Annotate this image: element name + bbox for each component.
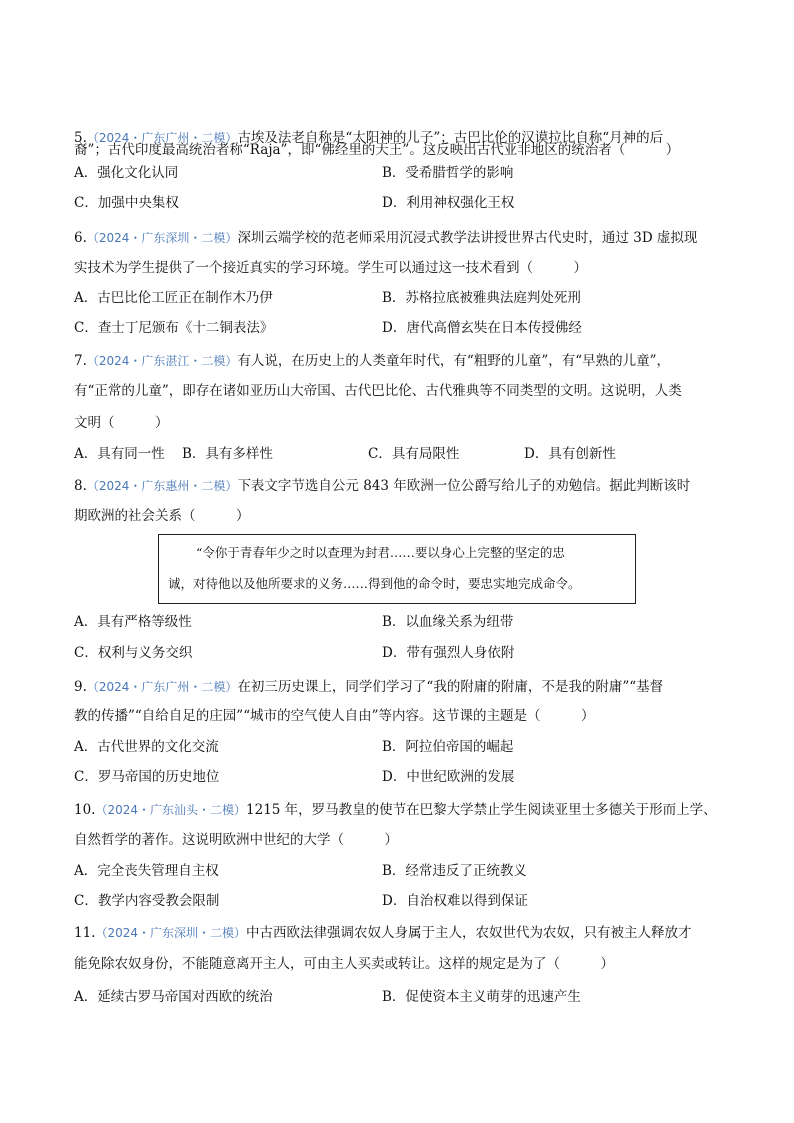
answer-option[interactable]: D．中世纪欧洲的发展: [382, 769, 515, 785]
question-source: （2024・广东深圳・二模）: [86, 231, 238, 245]
question-stem-first-line: [74, 924, 692, 942]
answer-option[interactable]: B．以血缘关系为纽带: [382, 614, 514, 630]
question-stem-line: [74, 831, 398, 849]
question-source: （2024・广东汕头・二模）: [95, 803, 247, 817]
answer-option[interactable]: D．自治权难以得到保证: [382, 893, 528, 909]
answer-option[interactable]: C．教学内容受教会限制: [74, 893, 220, 909]
answer-option[interactable]: C．权利与义务交织: [74, 645, 193, 661]
question-stem-line: [74, 382, 682, 400]
question-stem-line: [74, 141, 679, 159]
question-number: 5.: [74, 130, 87, 146]
question-stem-first-line: [74, 229, 697, 247]
question-source: （2024・广东广州・二模）: [86, 680, 238, 694]
answer-option[interactable]: B．苏格拉底被雅典法庭判处死刑: [382, 290, 581, 306]
answer-option[interactable]: A．强化文化认同: [74, 165, 179, 181]
answer-option[interactable]: A．延续古罗马帝国对西欧的统治: [74, 989, 273, 1005]
question-text: 在初三历史课上，同学们学习了“我的附庸的附庸，不是我的附庸”“基督: [237, 679, 664, 695]
question-text: 古埃及法老自称是“太阳神的儿子”；古巴比伦的汉谟拉比自称“月神的后: [237, 130, 664, 146]
question-number: 7.: [74, 353, 87, 369]
question-number: 9.: [74, 679, 87, 695]
answer-option[interactable]: B．促使资本主义萌芽的迅速产生: [382, 989, 581, 1005]
answer-option[interactable]: B．受希腊哲学的影响: [382, 165, 514, 181]
question-text: 教的传播”“自给自足的庄园”“城市的空气使人自由”等内容。这节课的主题是（ ）: [74, 708, 595, 724]
question-number: 11.: [74, 925, 96, 941]
answer-option[interactable]: B．具有多样性: [182, 446, 273, 462]
answer-option[interactable]: A．具有同一性: [74, 446, 165, 462]
answer-option[interactable]: A．完全丧失管理自主权: [74, 863, 219, 879]
question-number: 8.: [74, 478, 87, 494]
answer-option[interactable]: C．加强中央集权: [74, 195, 179, 211]
answer-option[interactable]: B．经常违反了正统教义: [382, 863, 527, 879]
question-text: 期欧洲的社会关系（ ）: [74, 508, 250, 524]
question-stem-line: [74, 414, 169, 432]
question-text: 中古西欧法律强调农奴人身属于主人，农奴世代为农奴，只有被主人释放才: [246, 925, 692, 941]
question-text: 有“正常的儿童”，即存在诸如亚历山大帝国、古代巴比伦、古代雅典等不同类型的文明。这说明，人类: [74, 383, 682, 399]
answer-option[interactable]: A．古代世界的文化交流: [74, 739, 219, 755]
quote-text: 诚，对待他以及他所要求的义务……得到他的命令时，要忠实地完成命令。: [168, 576, 581, 591]
question-stem-first-line: [74, 678, 663, 696]
answer-option[interactable]: D．带有强烈人身依附: [382, 645, 515, 661]
answer-option[interactable]: C．罗马帝国的历史地位: [74, 769, 220, 785]
question-text: 实技术为学生提供了一个接近真实的学习环境。学生可以通过这一技术看到（ ）: [74, 260, 587, 276]
question-stem-first-line: [74, 477, 690, 495]
question-number: 6.: [74, 230, 87, 246]
question-text: 下表文字节选自公元 843 年欧洲一位公爵写给儿子的劝勉信。据此判断该时: [237, 478, 691, 494]
answer-option[interactable]: A．具有严格等级性: [74, 614, 192, 630]
answer-option[interactable]: A．古巴比伦工匠正在制作木乃伊: [74, 290, 273, 306]
question-stem-first-line: [74, 352, 670, 370]
answer-option[interactable]: C．具有局限性: [368, 446, 460, 462]
question-source: （2024・广东广州・二模）: [86, 131, 238, 145]
answer-option[interactable]: C．查士丁尼颁布《十二铜表法》: [74, 320, 274, 336]
question-stem-line: [74, 955, 614, 973]
question-text: 1215 年，罗马教皇的使节在巴黎大学禁止学生阅读亚里士多德关于形而上学、: [246, 802, 717, 818]
question-stem-first-line: [74, 801, 717, 819]
quote-text: “令你于青春年少之时以查理为封君……要以身心上完整的坚定的忠: [196, 545, 565, 560]
question-text: 深圳云端学校的范老师采用沉浸式教学法讲授世界古代史时，通过 3D 虚拟现: [237, 230, 698, 246]
question-source: （2024・广东惠州・二模）: [86, 479, 238, 493]
question-text: 有人说，在历史上的人类童年时代，有“粗野的儿童”，有“早熟的儿童”，: [237, 353, 671, 369]
question-text: 文明（ ）: [74, 415, 169, 431]
answer-option[interactable]: D．具有创新性: [524, 446, 616, 462]
question-stem-line: [74, 259, 587, 277]
question-text: 能免除农奴身份，不能随意离开主人，可由主人买卖或转让。这样的规定是为了（ ）: [74, 956, 614, 972]
question-text: 裔”；古代印度最高统治者称“Raja”，即“佛经里的天王”。这反映出古代亚非地区的统治者（ ）: [74, 142, 680, 158]
question-number: 10.: [74, 802, 96, 818]
answer-option[interactable]: B．阿拉伯帝国的崛起: [382, 739, 514, 755]
question-source: （2024・广东湛江・二模）: [86, 354, 238, 368]
question-source: （2024・广东深圳・二模）: [95, 926, 247, 940]
answer-option[interactable]: D．利用神权强化王权: [382, 195, 515, 211]
answer-option[interactable]: D．唐代高僧玄奘在日本传授佛经: [382, 320, 582, 336]
question-stem-line: [74, 707, 595, 725]
question-text: 自然哲学的著作。这说明欧洲中世纪的大学（ ）: [74, 832, 398, 848]
question-stem-line: [74, 507, 250, 525]
